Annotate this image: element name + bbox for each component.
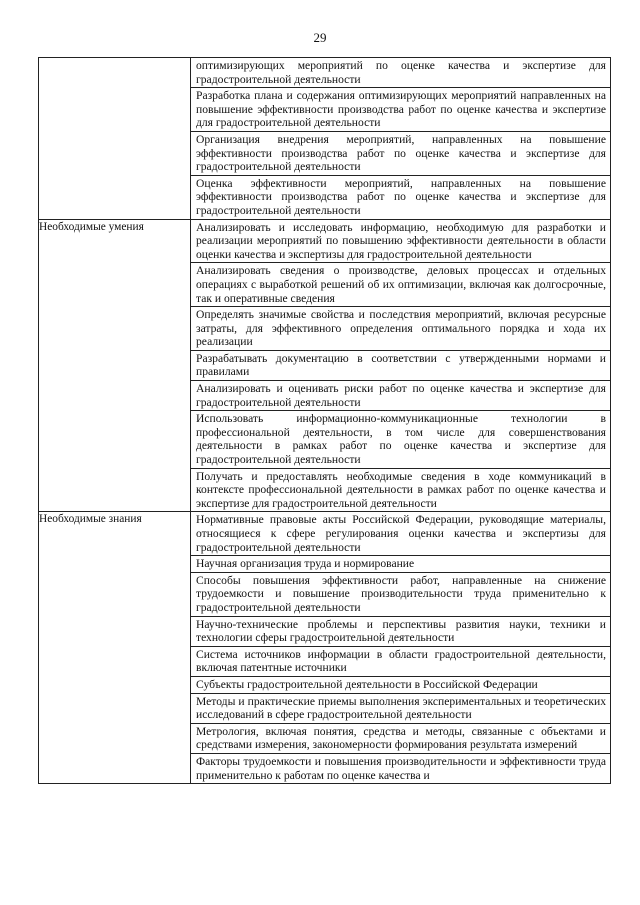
requirements-table <box>38 57 611 784</box>
list-item: Определять значимые свойства и последствия мероприятий, включая ресурсные затраты, для эффективного определения оптимального порядка и хода их реализации <box>191 306 610 350</box>
list-item: Научная организация труда и нормирование <box>191 555 610 572</box>
row-label <box>39 58 191 220</box>
list-item: Анализировать и оценивать риски работ по оценке качества и экспертизе для градостроительной деятельности <box>191 380 610 410</box>
list-item: Система источников информации в области градостроительной деятельности, включая патентные источники <box>191 646 610 676</box>
list-item: оптимизирующих мероприятий по оценке качества и экспертизе для градостроительной деятельности <box>196 59 606 86</box>
table-row <box>39 512 611 784</box>
table-row <box>39 58 611 220</box>
list-item: Метрология, включая понятия, средства и методы, связанные с объектами и средствами измерения, закономерности формирования результата измерений <box>191 723 610 753</box>
list-item: Использовать информационно-коммуникационные технологии в профессиональной деятельности, в том числе для совершенствования деятельности в рамках работ по оценке качества и экспертизе для градостроительной деятельности <box>191 410 610 467</box>
list-item: Способы повышения эффективности работ, направленные на снижение трудоемкости и повышение производительности труда применительно к градостроительной деятельности <box>191 572 610 616</box>
list-item: Методы и практические приемы выполнения экспериментальных и теоретических исследований в сфере градостроительной деятельности <box>191 693 610 723</box>
list-item: Разработка плана и содержания оптимизирующих мероприятий направленных на повышение эффективности производства работ по оценке качества и экспертизе для градостроительной деятельности <box>191 87 610 131</box>
list-item: Оценка эффективности мероприятий, направленных на повышение эффективности производства работ по оценке качества и экспертизе для градостроительной деятельности <box>191 175 610 219</box>
list-item: Факторы трудоемкости и повышения производительности и эффективности труда применительно к работам по оценке качества и <box>191 753 610 783</box>
table-row <box>39 219 611 512</box>
list-item: Получать и предоставлять необходимые сведения в ходе коммуникаций в контексте профессиональной деятельности в рамках работ по оценке качества и экспертизе для градостроительной деятельности <box>191 468 610 512</box>
list-item: Научно-технические проблемы и перспективы развития науки, техники и технологии сферы градостроительной деятельности <box>191 616 610 646</box>
row-content <box>191 512 611 784</box>
row-content <box>191 219 611 512</box>
row-label: Необходимые умения <box>39 219 191 512</box>
list-item: Организация внедрения мероприятий, направленных на повышение эффективности производства работ по оценке качества и экспертизе для градостроительной деятельности <box>191 131 610 175</box>
list-item: Разрабатывать документацию в соответствии с утвержденными нормами и правилами <box>191 350 610 380</box>
row-label: Необходимые знания <box>39 512 191 784</box>
list-item: Анализировать и исследовать информацию, необходимую для разработки и реализации мероприятий по повышению эффективности деятельности в области оценки качества и экспертизы для градостроительной деятельности <box>196 220 606 261</box>
list-item: Нормативные правовые акты Российской Федерации, руководящие материалы, относящиеся к сфере регулирования оценки качества и экспертизы для градостроительной деятельности <box>196 513 606 554</box>
page-number: 29 <box>313 30 327 45</box>
row-content <box>191 58 611 220</box>
list-item: Субъекты градостроительной деятельности в Российской Федерации <box>191 676 610 693</box>
list-item: Анализировать сведения о производстве, деловых процессах и отдельных операциях с выработкой решений об их оптимизации, включая как долгосрочные, так и оперативные сведения <box>191 262 610 306</box>
